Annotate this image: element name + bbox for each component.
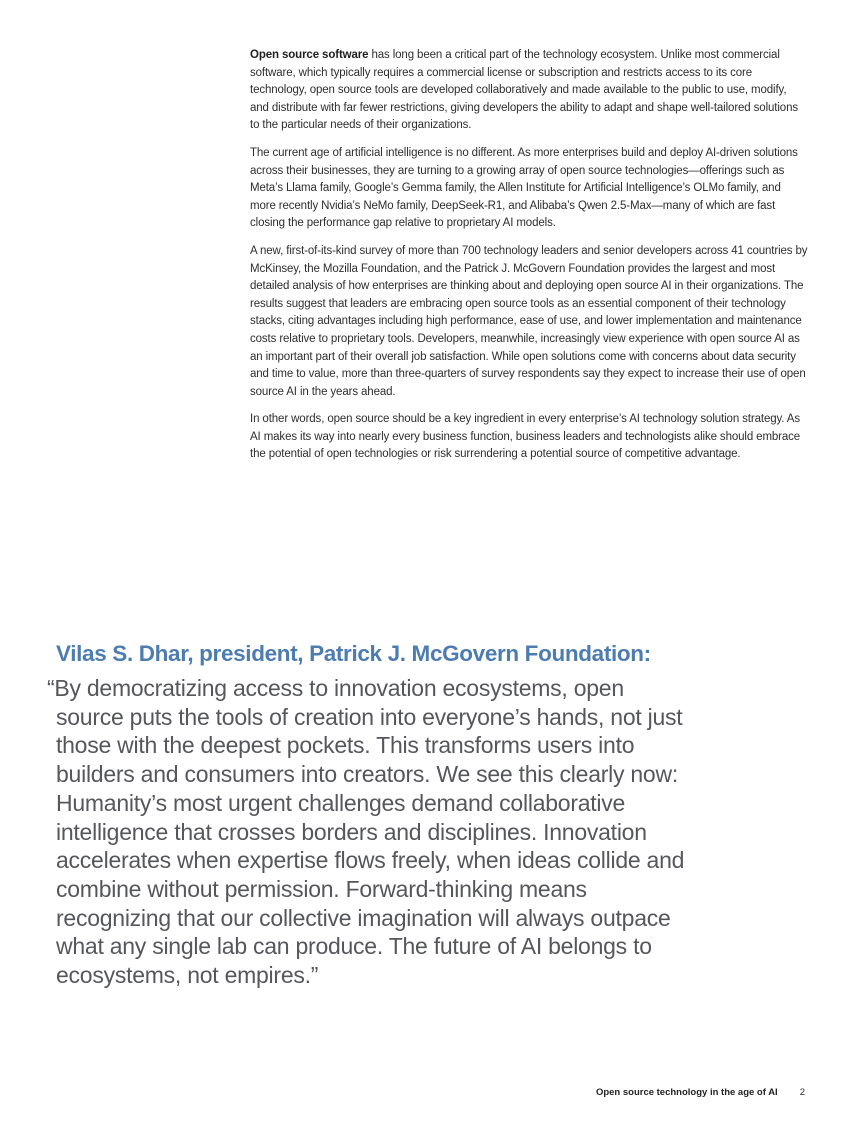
intro-paragraph-2-text: The current age of artificial intelligence is no different. As more enterprises build and deploy AI-driven solutions across their businesses, they are turning to a growing array of open source technologies—offerings such as Meta’s Llama family, Google’s Gemma family, the Allen Institute for Artificial Intelligence’s OLMo family, and more recently Nvidia’s NeMo family, DeepSeek-R1, and Alibaba’s Qwen 2.5-Max—many of which are fast closing the performance gap relative to proprietary AI models.: [250, 146, 798, 230]
page-footer: [596, 1087, 805, 1098]
intro-section: [250, 47, 808, 474]
footer-page-number: 2: [799, 1087, 805, 1098]
intro-paragraph-4: [250, 411, 808, 464]
pull-quote-section: [47, 641, 688, 990]
intro-paragraph-2: [250, 145, 808, 233]
intro-paragraph-4-text: In other words, open source should be a key ingredient in every enterprise’s AI technology solution strategy. As AI makes its way into nearly every business function, business leaders and technologists alike should embrace the potential of open technologies or risk surrendering a potential source of competitive advantage.: [250, 413, 801, 461]
intro-lead-in: Open source software: [250, 49, 369, 61]
quote-text: “By democratizing access to innovation ecosystems, open source puts the tools of creation into everyone’s hands, not just those with the deepest pockets. This transforms users into builders and consumers into creators. We see this clearly now: Humanity’s most urgent challenges demand collaborative intelligence that crosses borders and disciplines. Innovation accelerates when expertise flows freely, when ideas collide and combine without permission. Forward-thinking means recognizing that our collective imagination will always outpace what any single lab can produce. The future of AI belongs to ecosystems, not empires.”: [47, 675, 685, 989]
intro-paragraph-3: [250, 243, 808, 401]
intro-paragraph-3-text: A new, first-of-its-kind survey of more than 700 technology leaders and senior developers across 41 countries by McKinsey, the Mozilla Foundation, and the Patrick J. McGovern Foundation provides the largest and most detailed analysis of how enterprises are thinking about and deploying open source AI in their organizations. The results suggest that leaders are embracing open source tools as an essential component of their technology stacks, citing advantages including high performance, ease of use, and lower implementation and maintenance costs relative to proprietary tools. Developers, meanwhile, increasingly view experience with open source AI as an important part of their overall job satisfaction. While open solutions come with concerns about data security and time to value, more than three-quarters of survey respondents say they expect to increase their use of open source AI in the years ahead.: [250, 244, 808, 398]
intro-paragraph-1-text: has long been a critical part of the technology ecosystem. Unlike most commercial software, which typically requires a commercial license or subscription and restricts access to its core technology, open source tools are developed collaboratively and made available to the public to use, modify, and distribute with far fewer restrictions, giving developers the ability to adapt and shape well-tailored solutions to the particular needs of their organizations.: [250, 49, 798, 132]
intro-paragraph-1: [250, 47, 808, 135]
quote-attribution: Vilas S. Dhar, president, Patrick J. McGovern Foundation:: [56, 641, 651, 666]
footer-report-title: Open source technology in the age of AI: [595, 1087, 778, 1098]
